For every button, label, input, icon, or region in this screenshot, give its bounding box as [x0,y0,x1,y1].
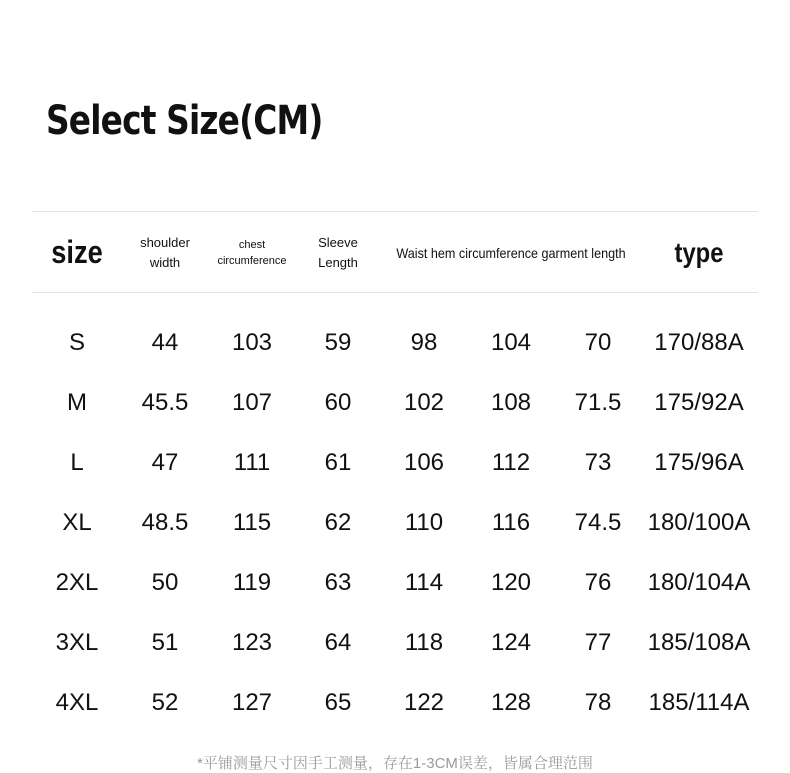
cell-garment-length: 78 [584,689,612,716]
cell-waist: 122 [403,689,445,716]
cell-chest: 123 [231,629,273,656]
header-chest-line2: circumference [217,254,287,267]
table-row [32,613,758,673]
table-row [32,373,758,433]
cell-size: 3XL [55,629,99,656]
table-row [32,673,758,733]
cell-shoulder: 48.5 [141,509,189,536]
cell-shoulder: 45.5 [141,389,189,416]
table-row [32,433,758,493]
header-chest-circumference [208,213,296,292]
cell-waist: 110 [404,509,444,536]
cell-size: 2XL [55,569,99,596]
cell-waist: 102 [403,389,445,416]
cell-garment-length: 71.5 [574,389,622,416]
header-waist-hem-garment-length: Waist hem circumference garment length [396,244,626,261]
cell-shoulder: 47 [151,449,179,476]
cell-hem: 112 [491,449,531,476]
cell-type: 185/114A [648,689,750,716]
cell-hem: 120 [490,569,532,596]
cell-chest: 119 [232,569,272,596]
cell-chest: 103 [231,329,273,356]
header-sleeve-line2: Length [318,254,358,270]
cell-hem: 108 [490,389,532,416]
cell-garment-length: 76 [584,569,612,596]
cell-waist: 106 [403,449,445,476]
cell-chest: 111 [233,449,271,476]
header-shoulder-line1: shoulder [140,234,190,250]
cell-type: 180/104A [647,569,751,596]
cell-type: 180/100A [647,509,751,536]
cell-garment-length: 73 [584,449,612,476]
table-row [32,313,758,373]
cell-sleeve: 65 [324,689,352,716]
table-row [32,493,758,553]
cell-sleeve: 64 [324,629,352,656]
cell-size: XL [62,509,92,536]
header-bottom-divider [32,292,758,293]
cell-waist: 98 [410,329,438,356]
measurement-footnote: *平铺测量尺寸因手工测量，存在1-3CM误差，皆属合理范围 [197,755,593,772]
header-top-divider [32,211,758,212]
table-row [32,553,758,613]
cell-hem: 128 [490,689,532,716]
table-header [32,213,758,292]
cell-waist: 114 [404,569,444,596]
cell-garment-length: 70 [584,329,612,356]
cell-size: M [67,389,87,416]
cell-type: 170/88A [654,329,744,356]
page-title: Select Size(CM) [46,98,323,144]
cell-waist: 118 [404,629,444,656]
cell-chest: 115 [232,509,272,536]
cell-shoulder: 52 [151,689,179,716]
size-table-body [32,313,758,733]
cell-size: L [70,449,84,476]
header-size: size [51,234,103,270]
cell-size: 4XL [55,689,99,716]
header-sleeve-line1: Sleeve [318,234,358,250]
header-chest-line1: chest [238,238,266,251]
cell-shoulder: 51 [151,629,179,656]
cell-sleeve: 61 [324,449,352,476]
header-shoulder-width [122,213,208,292]
cell-chest: 127 [231,689,273,716]
cell-sleeve: 59 [324,329,352,356]
cell-type: 175/92A [654,389,744,416]
cell-hem: 116 [491,509,531,536]
cell-sleeve: 62 [324,509,352,536]
cell-type: 175/96A [654,449,744,476]
cell-sleeve: 60 [324,389,352,416]
cell-chest: 107 [231,389,273,416]
cell-hem: 104 [490,329,532,356]
header-sleeve-length [296,213,380,292]
cell-shoulder: 50 [151,569,179,596]
cell-garment-length: 77 [584,629,612,656]
cell-garment-length: 74.5 [574,509,622,536]
cell-sleeve: 63 [324,569,352,596]
cell-hem: 124 [490,629,532,656]
header-shoulder-line2: width [149,254,181,270]
header-type: type [674,236,724,268]
cell-size: S [68,329,85,356]
cell-shoulder: 44 [151,329,179,356]
cell-type: 185/108A [647,629,751,656]
